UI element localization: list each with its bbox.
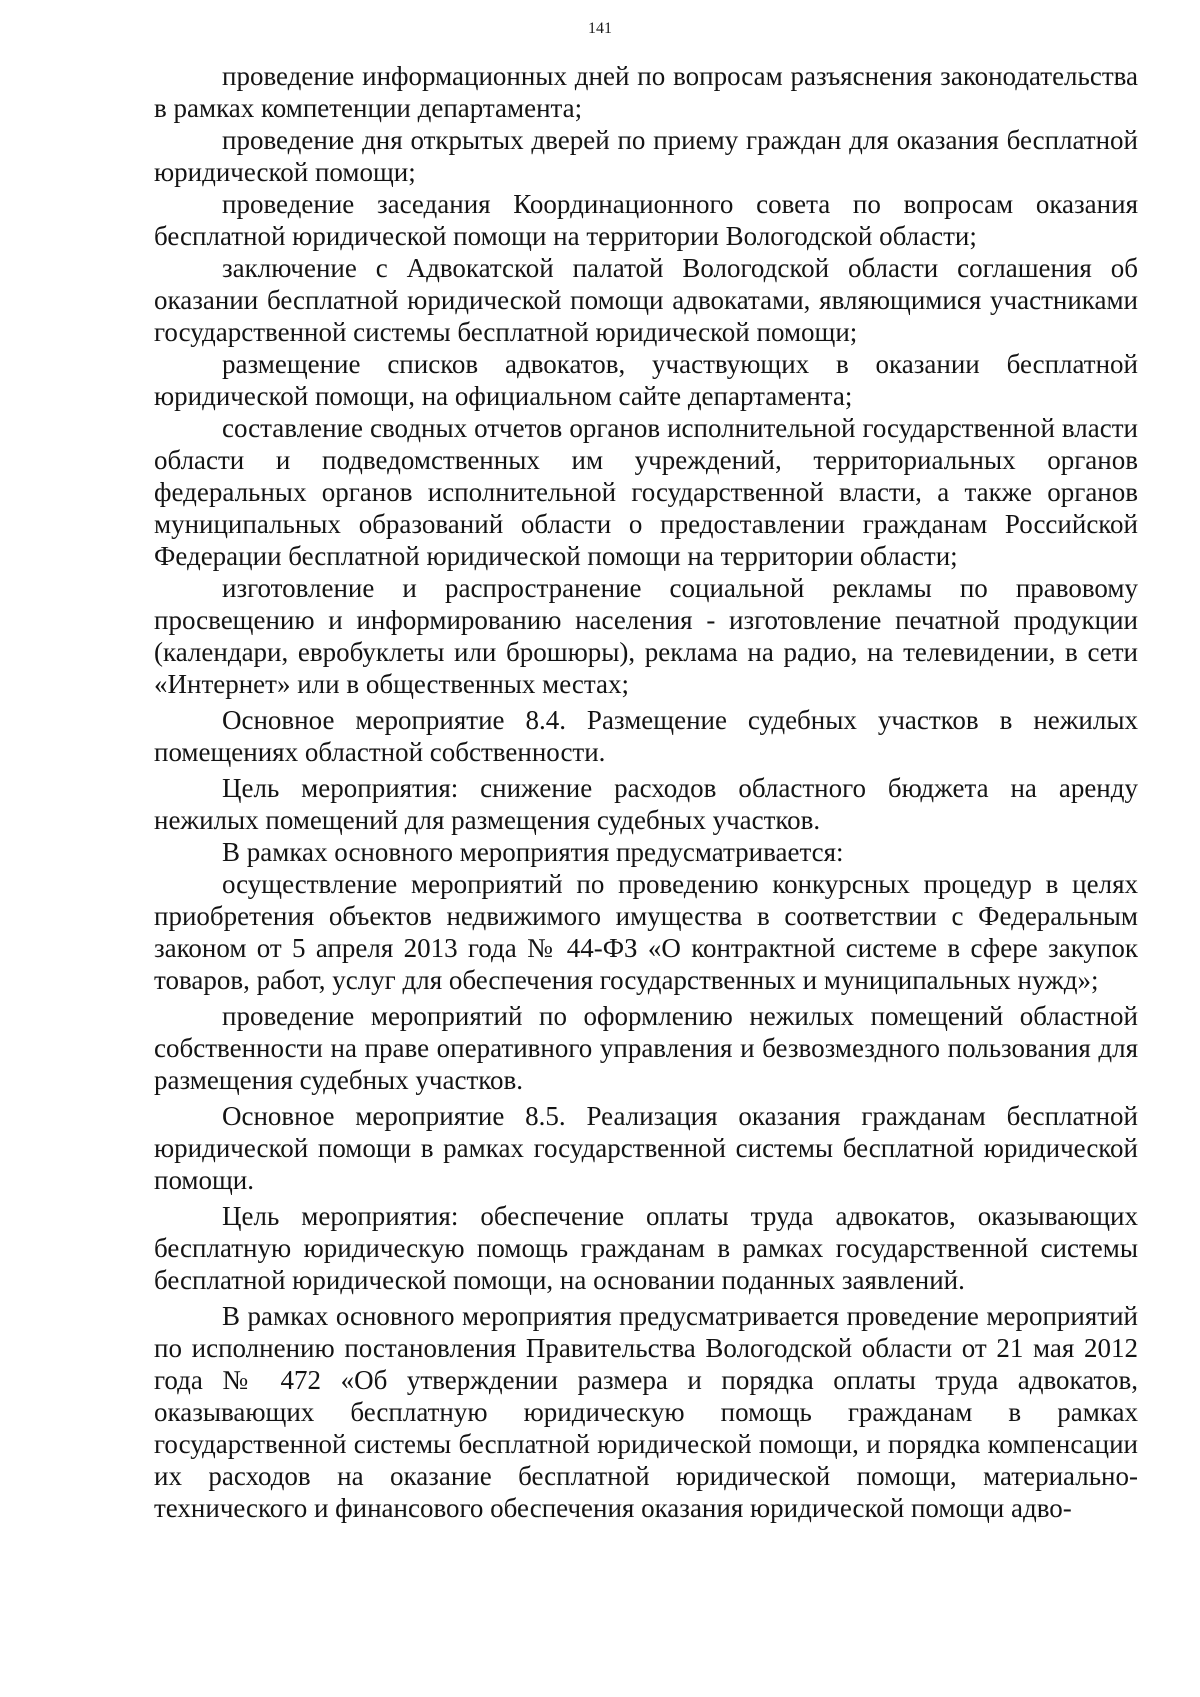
page-number: 141 xyxy=(588,20,612,37)
paragraph-lawyer-lists: размещение списков адвокатов, участвующих в оказании бесплатной юридической помощи, на официальном сайте департамента; xyxy=(154,349,1138,411)
paragraph-premises-registration: проведение мероприятий по оформлению нежилых помещений областной собственности на праве оперативного управления и безвозмездного пользования для размещения судебных участков. xyxy=(154,1001,1138,1095)
paragraph-summary-reports: составление сводных отчетов органов исполнительной государственной власти области и подведомственных им учреждений, территориальных органов федеральных органов исполнительной государственной власти, а также органов муниципальных образований области о предоставлении гражданам Российской Федерации бесплатной юридической помощи на территории области; xyxy=(154,413,1138,571)
paragraph-goal-8-5: Цель мероприятия: обеспечение оплаты труда адвокатов, оказывающих бесплатную юридическую помощь гражданам в рамках государственной системы бесплатной юридической помощи, на основании поданных заявлений. xyxy=(154,1201,1138,1295)
paragraph-social-advertising: изготовление и распространение социальной рекламы по правовому просвещению и информированию населения - изготовление печатной продукции (календари, евробуклеты или брошюры), реклама на радио, на телевидении, в сети «Интернет» или в общественных местах; xyxy=(154,573,1138,699)
document-body xyxy=(154,60,1138,1524)
paragraph-information-days: проведение информационных дней по вопросам разъяснения законодательства в рамках компетенции департамента; xyxy=(154,61,1138,123)
paragraph-measure-8-5-provisions: В рамках основного мероприятия предусматривается проведение мероприятий по исполнению постановления Правительства Вологодской области от 21 мая 2012 года № 472 «Об утверждении размера и порядка оплаты труда адвокатов, оказывающих бесплатную юридическую помощь гражданам в рамках государственной системы бесплатной юридической помощи, и порядка компенсации их расходов на оказание бесплатной юридической помощи, материально-технического и финансового обеспечения оказания юридической помощи адво- xyxy=(154,1301,1138,1523)
paragraph-bar-agreement: заключение с Адвокатской палатой Вологодской области соглашения об оказании бесплатной юридической помощи адвокатами, являющимися участниками государственной системы бесплатной юридической помощи; xyxy=(154,253,1138,347)
paragraph-open-doors-day: проведение дня открытых дверей по приему граждан для оказания бесплатной юридической помощи; xyxy=(154,125,1138,187)
paragraph-goal-8-4: Цель мероприятия: снижение расходов областного бюджета на аренду нежилых помещений для размещения судебных участков. xyxy=(154,773,1138,835)
paragraph-measure-8-5: Основное мероприятие 8.5. Реализация оказания гражданам бесплатной юридической помощи в рамках государственной системы бесплатной юридической помощи. xyxy=(154,1101,1138,1195)
paragraph-coordination-council: проведение заседания Координационного совета по вопросам оказания бесплатной юридической помощи на территории Вологодской области; xyxy=(154,189,1138,251)
paragraph-measure-8-4: Основное мероприятие 8.4. Размещение судебных участков в нежилых помещениях областной собственности. xyxy=(154,705,1138,767)
paragraph-measure-8-4-provisions: В рамках основного мероприятия предусматривается: xyxy=(222,837,844,867)
paragraph-procurement-procedures: осуществление мероприятий по проведению конкурсных процедур в целях приобретения объектов недвижимого имущества в соответствии с Федеральным законом от 5 апреля 2013 года № 44-ФЗ «О контрактной системе в сфере закупок товаров, работ, услуг для обеспечения государственных и муниципальных нужд»; xyxy=(154,869,1138,995)
